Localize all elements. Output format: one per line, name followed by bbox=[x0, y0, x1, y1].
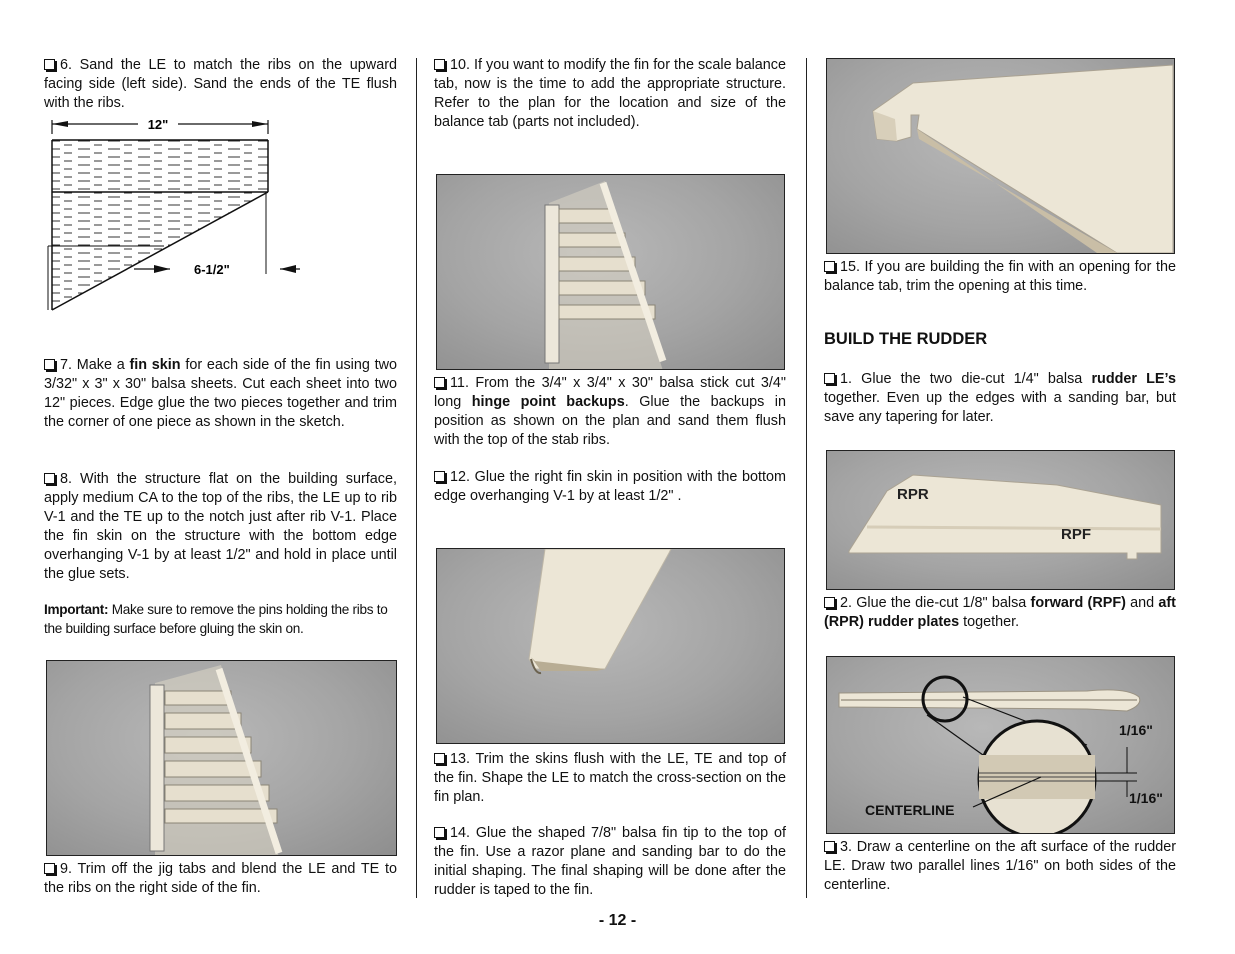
checkbox-icon[interactable] bbox=[824, 597, 835, 608]
checkbox-icon[interactable] bbox=[824, 841, 835, 852]
photo-fin-framework bbox=[46, 660, 397, 856]
checkbox-icon[interactable] bbox=[44, 863, 55, 874]
step-11: 11. From the 3/4" x 3/4" x 30" balsa stick cut 3/4" long hinge point backups. Glue the backups in position as shown on the plan and sand them flush with the top of the stab ribs. bbox=[434, 375, 786, 448]
dim-bottom-label: 1/16" bbox=[1129, 790, 1163, 806]
rudder-step-1: 1. Glue the two die-cut 1/4" balsa rudder LE’s together. Even up the edges with a sanding bar, but save any tapering for later. bbox=[824, 371, 1176, 425]
section-heading: BUILD THE RUDDER bbox=[824, 330, 988, 348]
sketch-height-label: 6-1/2" bbox=[194, 262, 230, 277]
step-9: 9. Trim off the jig tabs and blend the LE and TE to the ribs on the right side of the fin. bbox=[44, 861, 397, 896]
fin-skin-sketch bbox=[44, 114, 344, 324]
page-number: - 12 - bbox=[598, 912, 637, 929]
checkbox-icon[interactable] bbox=[44, 473, 55, 484]
step-13: 13. Trim the skins flush with the LE, TE and top of the fin. Shape the LE to match the cross-section on the fin plan. bbox=[434, 751, 786, 805]
step-7: 7. Make a fin skin for each side of the fin using two 3/32" x 3" x 30" balsa sheets. Cut each sheet into two 12" pieces. Edge glue the two pieces together and trim the corner of one piece as shown in the sketch. bbox=[44, 357, 398, 430]
dim-top-label: 1/16" bbox=[1119, 722, 1153, 738]
photo-rudder-le-centerline bbox=[826, 656, 1175, 834]
checkbox-icon[interactable] bbox=[434, 59, 445, 70]
column-divider-left bbox=[416, 58, 417, 898]
checkbox-icon[interactable] bbox=[434, 377, 445, 388]
centerline-label: CENTERLINE bbox=[865, 802, 955, 818]
photo-hinge-backups bbox=[436, 174, 785, 370]
checkbox-icon[interactable] bbox=[824, 261, 835, 272]
photo-balance-tab-opening bbox=[826, 58, 1175, 254]
checkbox-icon[interactable] bbox=[44, 359, 55, 370]
rpf-label: RPF bbox=[1061, 526, 1091, 543]
sketch-width-label: 12" bbox=[147, 117, 169, 132]
step-8: 8. With the structure flat on the building surface, apply medium CA to the top of the ribs, the LE up to rib V-1 and the TE up to the notch just after rib V-1. Place the fin skin on the structure with the bottom edge overhanging V-1 by at least 1/2" and hold in place until the glue sets. bbox=[44, 471, 397, 582]
photo-shaped-fin-edge bbox=[436, 548, 785, 744]
step-10: 10. If you want to modify the fin for the scale balance tab, now is the time to add the appropriate structure. Refer to the plan for the location and size of the balance tab (parts not included). bbox=[434, 57, 786, 130]
rudder-step-2: 2. Glue the die-cut 1/8" balsa forward (RPF) and aft (RPR) rudder plates together. bbox=[824, 595, 1176, 630]
step-14: 14. Glue the shaped 7/8" balsa fin tip to the top of the fin. Use a razor plane and sanding bar to do the initial shaping. The final shaping will be done after the rudder is taped to the fin. bbox=[434, 825, 786, 898]
rudder-step-3: 3. Draw a centerline on the aft surface of the rudder LE. Draw two parallel lines 1/16" on both sides of the centerline. bbox=[824, 839, 1176, 893]
step-6: 6. Sand the LE to match the ribs on the upward facing side (left side). Sand the ends of the TE flush with the ribs. bbox=[44, 57, 397, 111]
checkbox-icon[interactable] bbox=[434, 753, 445, 764]
step-12: 12. Glue the right fin skin in position with the bottom edge overhanging V-1 by at least 1/2" . bbox=[434, 469, 786, 504]
column-divider-right bbox=[806, 58, 807, 898]
rpr-label: RPR bbox=[897, 486, 929, 503]
photo-rudder-plates bbox=[826, 450, 1175, 590]
important-note: Important: Make sure to remove the pins holding the ribs to the building surface before gluing the skin on. bbox=[44, 602, 388, 636]
checkbox-icon[interactable] bbox=[434, 827, 445, 838]
checkbox-icon[interactable] bbox=[434, 471, 445, 482]
checkbox-icon[interactable] bbox=[44, 59, 55, 70]
step-15: 15. If you are building the fin with an opening for the balance tab, trim the opening at this time. bbox=[824, 259, 1176, 294]
checkbox-icon[interactable] bbox=[824, 373, 835, 384]
